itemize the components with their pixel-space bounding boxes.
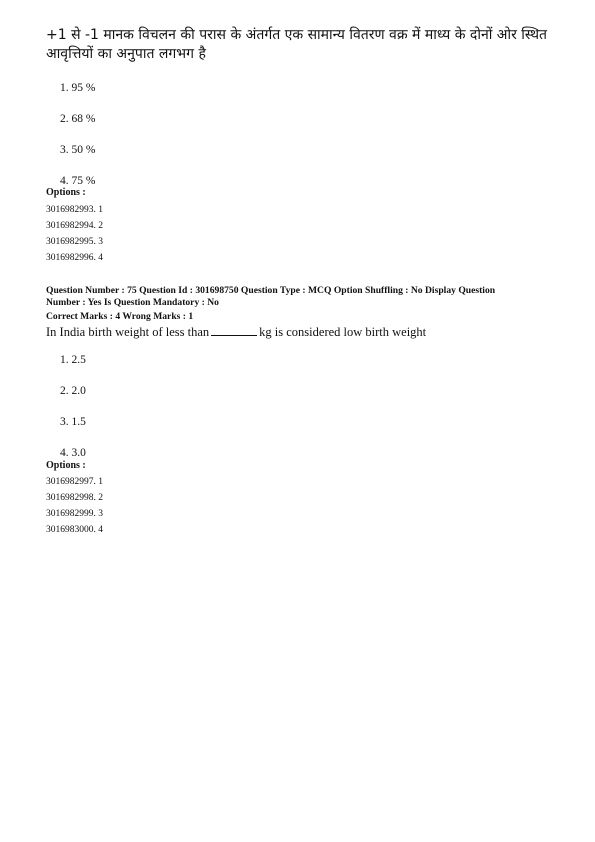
- question-74-choice-2: 2. 68 %: [60, 113, 96, 125]
- question-75-choice-4: 4. 3.0: [60, 447, 86, 459]
- question-75-meta-line-2: Number : Yes Is Question Mandatory : No: [46, 297, 219, 308]
- question-75-choice-1: 1. 2.5: [60, 354, 86, 366]
- question-75-option-id-2: 3016982998. 2: [46, 493, 103, 503]
- question-75-text: [46, 324, 556, 340]
- question-75-blank: [211, 325, 257, 336]
- question-75-marks: Correct Marks : 4 Wrong Marks : 1: [46, 311, 194, 322]
- question-74-option-id-1: 3016982993. 1: [46, 205, 103, 215]
- question-74-option-id-4: 3016982996. 4: [46, 253, 103, 263]
- question-75-choice-3: 3. 1.5: [60, 416, 86, 428]
- question-75-text-after: kg is considered low birth weight: [259, 325, 427, 339]
- question-74-text: [46, 26, 556, 64]
- question-75-text-before: In India birth weight of less than: [46, 325, 210, 339]
- question-75-option-id-3: 3016982999. 3: [46, 509, 103, 519]
- question-74-option-id-3: 3016982995. 3: [46, 237, 103, 247]
- question-74-text-line-1: +1 से -1 मानक विचलन की परास के अंतर्गत एक सामान्य वितरण वक्र में माध्य के दोनों ओर स्थित: [46, 27, 548, 43]
- question-74-text-line-2: आवृत्तियों का अनुपात लगभग है: [46, 46, 206, 62]
- question-74-option-id-2: 3016982994. 2: [46, 221, 103, 231]
- question-74-options-label: Options :: [46, 187, 86, 198]
- question-75-option-id-4: 3016983000. 4: [46, 525, 103, 535]
- question-75-meta-line-1: Question Number : 75 Question Id : 301698750 Question Type : MCQ Option Shuffling : No Display Question: [46, 285, 496, 296]
- question-74-choice-1: 1. 95 %: [60, 82, 96, 94]
- question-74-choice-3: 3. 50 %: [60, 144, 96, 156]
- question-75-option-id-1: 3016982997. 1: [46, 477, 103, 487]
- question-75-choice-2: 2. 2.0: [60, 385, 86, 397]
- question-74-choice-4: 4. 75 %: [60, 175, 96, 187]
- question-75-options-label: Options :: [46, 460, 86, 471]
